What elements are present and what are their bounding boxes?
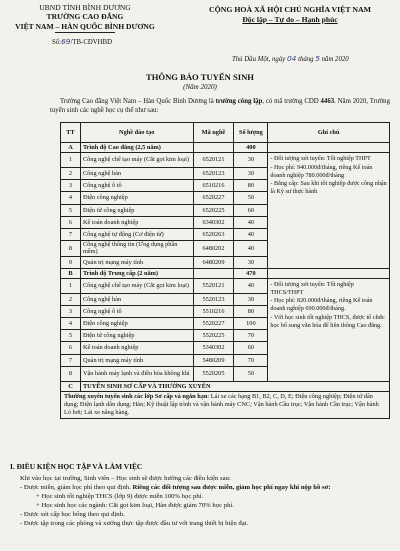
issuer-school-line1: TRƯỜNG CAO ĐẲNG bbox=[46, 12, 124, 22]
row-number: 1 bbox=[61, 153, 81, 168]
row-number: 8 bbox=[61, 366, 81, 381]
program-code: 6520263 bbox=[193, 228, 234, 240]
program-code: 6520225 bbox=[193, 204, 234, 216]
section-a-total: 400 bbox=[234, 143, 268, 153]
program-name: Công nghệ chế tạo máy (Cắt gọt kim loại) bbox=[80, 153, 193, 168]
note-line: - Với học sinh tốt nghiệp THCS, được tổ chức học bổ sung văn hóa để liên thông Cao đẳng. bbox=[270, 313, 385, 329]
program-name: Điện công nghiệp bbox=[80, 318, 193, 330]
program-code: 5340302 bbox=[193, 342, 234, 354]
document-number bbox=[52, 37, 112, 46]
program-code: 5510216 bbox=[193, 305, 234, 317]
row-number: 3 bbox=[61, 180, 81, 192]
admission-table bbox=[60, 122, 390, 419]
section-i-line-4: + Học sinh học các ngành: Cắt gọt kim loại, Hàn được giảm 70% học phí. bbox=[36, 501, 234, 509]
program-code: 5520123 bbox=[193, 293, 234, 305]
row-number: 4 bbox=[61, 318, 81, 330]
section-i-line-0: Khi vào học tại trường, Sinh viên – Học sinh sẽ được hưởng các điều kiện sau: bbox=[20, 475, 231, 482]
section-i-body bbox=[20, 475, 390, 528]
program-quantity: 70 bbox=[234, 330, 268, 342]
section-b-note bbox=[268, 268, 390, 278]
program-name: Công nghệ hàn bbox=[80, 168, 193, 180]
program-code: 6520227 bbox=[193, 192, 234, 204]
program-quantity: 30 bbox=[234, 168, 268, 180]
doc-number-suffix: /TB-CĐVHBD bbox=[70, 39, 113, 46]
table-header-row bbox=[61, 123, 390, 143]
program-code: 6510216 bbox=[193, 180, 234, 192]
section-b-name: Trình độ Trung cấp (2 năm) bbox=[80, 268, 193, 278]
program-quantity: 30 bbox=[234, 153, 268, 168]
intro-paragraph bbox=[50, 97, 390, 115]
section-b-code bbox=[193, 268, 234, 278]
program-name: Quản trị mạng máy tính bbox=[80, 354, 193, 366]
national-motto: Độc lập – Tự do – Hạnh phúc bbox=[242, 15, 338, 24]
row-number: 2 bbox=[61, 168, 81, 180]
section-a-row bbox=[61, 143, 390, 153]
program-code: 6520121 bbox=[193, 153, 234, 168]
nation-name: CỘNG HOÀ XÃ HỘI CHỦ NGHĨA VIỆT NAM bbox=[209, 5, 371, 14]
table-row bbox=[61, 278, 390, 293]
section-c-tt: C bbox=[61, 381, 81, 391]
section-i-heading: I. ĐIỀU KIỆN HỌC TẬP VÀ LÀM VIỆC bbox=[10, 462, 143, 471]
document-subtitle: (Năm 2020) bbox=[183, 83, 217, 91]
intro-text-3: . Năm 2020, Trường tuyển sinh các nghề học cụ thể như sau: bbox=[50, 98, 390, 114]
doc-number-prefix: Số: bbox=[52, 39, 62, 46]
row-number: 3 bbox=[61, 305, 81, 317]
section-c-note bbox=[61, 391, 390, 418]
section-a-code bbox=[193, 143, 234, 153]
section-b-total: 470 bbox=[234, 268, 268, 278]
issuer-school-line2: VIỆT NAM – HÀN QUỐC BÌNH DƯƠNG bbox=[15, 21, 155, 31]
place-date-prefix: Thủ Dầu Một, ngày bbox=[232, 56, 286, 63]
row-number: 7 bbox=[61, 354, 81, 366]
section-a-note bbox=[268, 143, 390, 153]
day-handwritten: 04 bbox=[286, 54, 297, 63]
program-name: Công nghệ hàn bbox=[80, 293, 193, 305]
program-code: 5520227 bbox=[193, 318, 234, 330]
note-line: - Đối tượng xét tuyển: Tốt nghiệp THPT bbox=[270, 155, 371, 162]
row-number: 7 bbox=[61, 228, 81, 240]
section-i-line-1a: - Được miễn, giảm học phí theo qui định. bbox=[20, 483, 133, 491]
section-c-note-row bbox=[61, 391, 390, 418]
program-name: Công nghệ chế tạo máy (Cắt gọt kim loại) bbox=[80, 278, 193, 293]
program-code: 6480209 bbox=[193, 256, 234, 268]
note-line: - Học phí: 820.000đ/tháng, riêng Kế toán doanh nghiệp 690.000đ/tháng. bbox=[270, 297, 373, 313]
program-name: Vận hành máy lạnh và điều hòa không khí bbox=[80, 366, 193, 381]
program-name: Điện tử công nghiệp bbox=[80, 204, 193, 216]
row-number: 6 bbox=[61, 342, 81, 354]
program-quantity: 60 bbox=[234, 342, 268, 354]
section-i-line-3: + Học sinh tốt nghiệp THCS (lớp 9) được miễn 100% học phí. bbox=[36, 492, 204, 500]
issuer-province: UBND TỈNH BÌNH DƯƠNG bbox=[39, 3, 131, 12]
program-name: Quản trị mạng máy tính bbox=[80, 256, 193, 268]
row-number: 4 bbox=[61, 192, 81, 204]
program-quantity: 50 bbox=[234, 366, 268, 381]
program-name: Kế toán doanh nghiệp bbox=[80, 342, 193, 354]
table-row bbox=[61, 153, 390, 168]
section-c-note-text: : Lái xe các hạng B1, B2, C, D, E; Điện công nghiệp; Điện tử dân dụng; Điện lạnh dân dụng; Hàn; Kỹ thuật lập trình và vận hành máy CNC; Vận hành Cầu trục; Vận hành Cần trục; Vận hành Lò hơi; Lái xe nâng hàng. bbox=[64, 392, 379, 416]
section-c-note-bold: Thường xuyên tuyển sinh các lớp Sơ cấp và ngắn hạn bbox=[64, 392, 208, 400]
section-i-line-6: - Được tập trong các phòng và xưởng thực tập được đầu tư với trang thiết bị hiện đại. bbox=[20, 519, 249, 527]
section-a-tt: A bbox=[61, 143, 81, 153]
program-name: Công nghệ tự động (Cơ điện tử) bbox=[80, 228, 193, 240]
note-line: - Đối tượng xét tuyển: Tốt nghiệp THCS/THPT bbox=[270, 280, 354, 296]
program-name: Kế toán doanh nghiệp bbox=[80, 216, 193, 228]
program-quantity: 40 bbox=[234, 228, 268, 240]
month-label: tháng bbox=[298, 56, 314, 63]
program-code: 5480209 bbox=[193, 354, 234, 366]
program-name: Công nghệ thông tin (Ứng dụng phần mềm) bbox=[80, 241, 193, 256]
program-code: 5520205 bbox=[193, 366, 234, 381]
row-number: 1 bbox=[61, 278, 81, 293]
program-quantity: 80 bbox=[234, 305, 268, 317]
section-a-name: Trình độ Cao đẳng (2,5 năm) bbox=[80, 143, 193, 153]
notes-cell bbox=[268, 278, 390, 381]
program-code: 6520123 bbox=[193, 168, 234, 180]
notes-cell bbox=[268, 153, 390, 269]
program-code: 6340302 bbox=[193, 216, 234, 228]
row-number: 8 bbox=[61, 241, 81, 256]
program-quantity: 30 bbox=[234, 256, 268, 268]
row-number: 9 bbox=[61, 256, 81, 268]
note-line: - Học phí: 940.000đ/tháng, riêng Kế toán doanh nghiệp 780.000đ/tháng bbox=[270, 163, 373, 179]
program-quantity: 30 bbox=[234, 293, 268, 305]
place-date bbox=[232, 54, 349, 63]
intro-text-1: Trường Cao đẳng Việt Nam – Hàn Quốc Bình Dương là bbox=[60, 98, 216, 105]
program-name: Điện công nghiệp bbox=[80, 192, 193, 204]
row-number: 5 bbox=[61, 330, 81, 342]
month-handwritten: 5 bbox=[315, 54, 320, 63]
col-header-code: Mã nghề bbox=[193, 123, 234, 143]
program-quantity: 60 bbox=[234, 204, 268, 216]
intro-text-2: , có mã trường CDD bbox=[262, 98, 321, 105]
intro-bold-2: 4463 bbox=[320, 98, 335, 105]
col-header-tt: TT bbox=[61, 123, 81, 143]
header-underline bbox=[55, 32, 115, 33]
section-i-line-5: - Được xét cấp học bổng theo qui định. bbox=[20, 510, 125, 518]
col-header-quantity: Số lượng bbox=[234, 123, 268, 143]
program-code: 5520225 bbox=[193, 330, 234, 342]
note-line: - Bằng cấp: Sau khi tốt nghiệp được công nhận là Kỹ sư thực hành bbox=[270, 180, 387, 196]
program-quantity: 40 bbox=[234, 216, 268, 228]
document-title: THÔNG BÁO TUYỂN SINH bbox=[145, 72, 254, 82]
section-c-name: TUYỂN SINH SƠ CẤP VÀ THƯỜNG XUYÊN bbox=[80, 381, 389, 391]
program-code: 6480202 bbox=[193, 241, 234, 256]
doc-number-handwritten: 69 bbox=[61, 37, 71, 46]
program-name: Điện tử công nghiệp bbox=[80, 330, 193, 342]
program-name: Công nghệ ô tô bbox=[80, 180, 193, 192]
program-quantity: 50 bbox=[234, 192, 268, 204]
section-c-row bbox=[61, 381, 390, 391]
row-number: 6 bbox=[61, 216, 81, 228]
program-name: Công nghệ ô tô bbox=[80, 305, 193, 317]
national-header bbox=[190, 5, 390, 25]
program-code: 5520121 bbox=[193, 278, 234, 293]
program-quantity: 100 bbox=[234, 318, 268, 330]
section-i-line-1 bbox=[20, 484, 390, 493]
section-b-tt: B bbox=[61, 268, 81, 278]
section-i-line-1b: Riêng các đối tượng sau được miễn, giảm học phí ngay khi nộp hồ sơ: bbox=[132, 483, 331, 491]
col-header-notes: Ghi chú bbox=[268, 123, 390, 143]
program-quantity: 80 bbox=[234, 180, 268, 192]
section-b-row bbox=[61, 268, 390, 278]
program-quantity: 70 bbox=[234, 354, 268, 366]
row-number: 2 bbox=[61, 293, 81, 305]
intro-bold-1: trường công lập bbox=[215, 98, 263, 105]
program-quantity: 40 bbox=[234, 241, 268, 256]
col-header-program: Nghề đào tạo bbox=[80, 123, 193, 143]
issuer-header bbox=[10, 3, 160, 33]
program-quantity: 40 bbox=[234, 278, 268, 293]
year-label: năm 2020 bbox=[321, 56, 349, 63]
row-number: 5 bbox=[61, 204, 81, 216]
